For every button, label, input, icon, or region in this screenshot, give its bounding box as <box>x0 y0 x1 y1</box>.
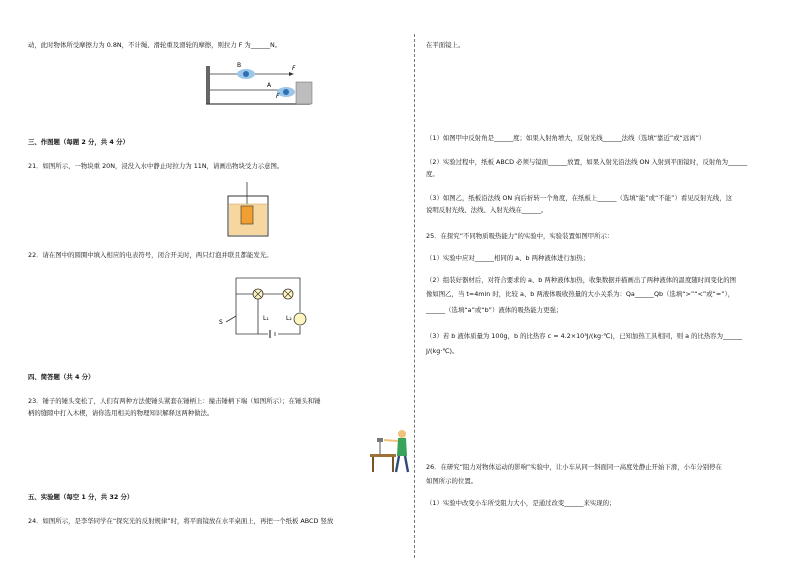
section4-title: 四、简答题（共 4 分） <box>28 373 95 381</box>
fig22-label-l2: L₂ <box>286 315 292 322</box>
q26-part1: （1）实验中改变小车所受阻力大小，是通过改变______来实现的； <box>426 499 616 507</box>
q23-line2: 柄的缝隙中打入木楔，请你选用相关的物理知识解释这两种做法。 <box>28 409 214 417</box>
q20-pulley-figure <box>204 60 314 108</box>
fig22-label-s: S <box>219 319 223 326</box>
q26-line2: 如图所示的位置。 <box>426 477 478 485</box>
q24-part2-a: （2）实验过程中，纸板 ABCD 必须与镜面______放置，如果入射光沿法线 ON 入射到平面镜时，反射角为______ <box>426 158 748 166</box>
q24-part3-a: （3）如图乙，纸板沿法线 ON 向后折转一个角度，在纸板上______（选填“能”或“不能”）看见反射光线，这 <box>426 194 732 202</box>
q25-part3-a: （3）若 b 液体质量为 100g，b 的比热容 c = 4.2×10³J/(kg·℃)，已知加热工具相同，则 a 的比热容为______ <box>426 332 743 340</box>
q25-part1: （1）实验中应对______相同的 a、b 两种液体进行加热； <box>426 254 590 262</box>
section3-title: 三、作图题（每题 2 分，共 4 分） <box>28 138 129 146</box>
q23-line1: 23．锤子的锤头变松了，人们有两种方法使锤头紧套在锤柄上：撞击锤柄下端（如图所示）；在锤头和锤 <box>28 397 321 405</box>
q24-part2-b: 度。 <box>426 170 439 178</box>
section5-title: 五、实验题（每空 1 分，共 32 分） <box>28 493 134 501</box>
fig20-label-f-top: F <box>292 65 296 72</box>
q24-continuation: 在平面镜上。 <box>426 41 465 49</box>
q26-line1: 26．在研究“阻力对物体运动的影响”实验中，让小车从同一斜面同一高度处静止开始下滑，小车分别停在 <box>426 463 722 471</box>
q24-part3-b: 说明反射光线、法线、入射光线在______。 <box>426 206 548 214</box>
q22-circuit-figure <box>218 272 318 342</box>
q24-line1: 24．如图所示，是李华同学在“探究光的反射规律”时，将平面镜放在水平桌面上，再把一个纸板 ABCD 竖放 <box>28 517 334 525</box>
q21-text: 21．如图所示，一物块重 20N，浸没入水中静止时拉力为 11N，请画出物块受力示意图。 <box>28 162 284 170</box>
fig20-label-a: A <box>267 82 272 89</box>
q21-beaker-figure <box>225 180 275 240</box>
q25-part2-b: 像如图乙，当 t=4min 时，比较 a、b 两液体吸收热量的大小关系为：Qa______Qb（选填“>”“<”或“=”）， <box>426 290 735 298</box>
fig20-label-f-bottom: F <box>276 93 280 100</box>
q22-text: 22．请在图中的圆圈中填入相应的电表符号，闭合开关时，两只灯泡并联且都能发光。 <box>28 251 273 259</box>
column-divider <box>414 34 415 558</box>
q25-part2-c: ______（选填“a”或“b”）液体的吸热能力更强； <box>426 306 563 314</box>
q23-hammer-figure <box>368 424 414 474</box>
fig22-label-l1: L₁ <box>263 315 269 322</box>
q25-intro: 25．在探究“不同物质吸热能力”的实验中，实验装置如图甲所示： <box>426 232 614 240</box>
q25-part3-b: J/(kg·℃)。 <box>426 347 459 355</box>
q25-part2-a: （2）组装好器材后，对符合要求的 a、b 两种液体加热，收集数据并描画出了两种液体的温度随时间变化的图 <box>426 276 737 284</box>
q20-tail-text: 动，此时物体所受摩擦力为 0.8N，不计绳、滑轮重及滑轮的摩擦，则拉力 F 为______N。 <box>28 41 282 49</box>
q24-part1: （1）如图甲中反射角是______度；如果入射角增大，反射光线______法线（选填“靠近”或“远离”） <box>426 134 706 142</box>
fig20-label-b: B <box>237 62 242 69</box>
